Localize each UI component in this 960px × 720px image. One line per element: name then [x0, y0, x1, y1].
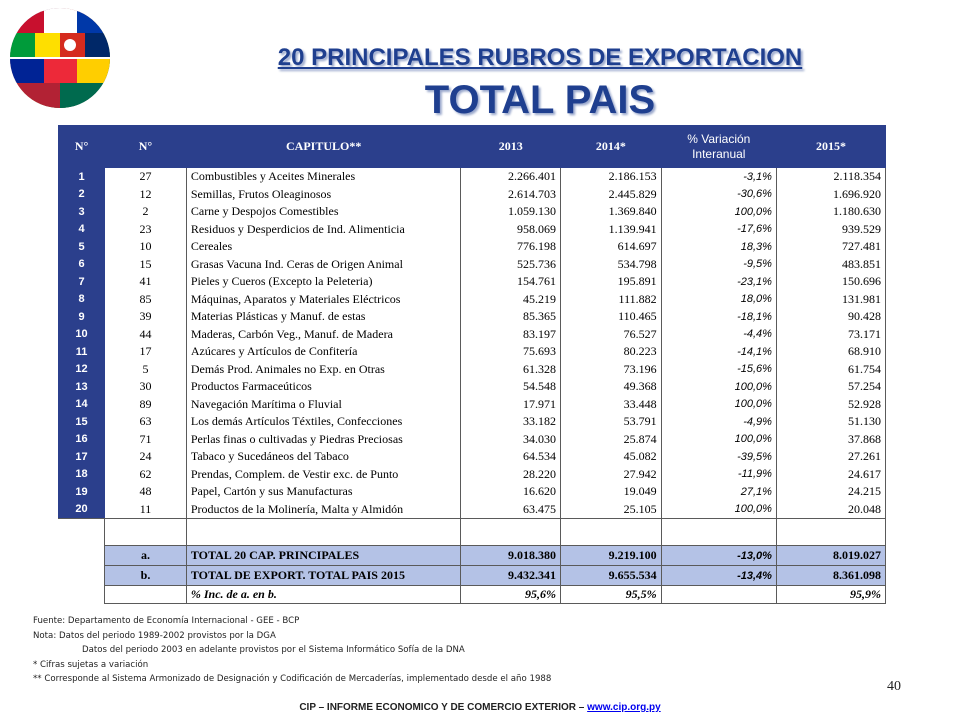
value-2015-cell: 150.696 — [776, 273, 885, 291]
footer — [0, 702, 960, 713]
value-2015-cell: 37.868 — [776, 431, 885, 449]
table-row — [59, 501, 886, 519]
capitulo-cell: Carne y Despojos Comestibles — [186, 203, 461, 221]
value-2014-cell: 27.942 — [561, 466, 662, 484]
variation-cell: 18,3% — [661, 238, 776, 256]
variation-cell: -17,6% — [661, 221, 776, 239]
capitulo-cell: Maderas, Carbón Veg., Manuf. de Madera — [186, 326, 461, 344]
page-title: 20 PRINCIPALES RUBROS DE EXPORTACION — [277, 44, 803, 71]
total-variation-cell: -13,0% — [661, 546, 776, 566]
value-2013-cell: 54.548 — [461, 378, 561, 396]
chapter-code-cell: 39 — [105, 308, 187, 326]
table-row — [59, 326, 886, 344]
incidence-2014-cell: 95,5% — [561, 586, 662, 604]
value-2014-cell: 110.465 — [561, 308, 662, 326]
value-2014-cell: 45.082 — [561, 448, 662, 466]
total-2015-cell: 8.361.098 — [776, 566, 885, 586]
table-row — [59, 291, 886, 309]
rank-cell: 18 — [59, 466, 105, 484]
col-header-2013: 2013 — [461, 126, 561, 168]
value-2014-cell: 49.368 — [561, 378, 662, 396]
incidence-label-cell: % Inc. de a. en b. — [186, 586, 461, 604]
rank-cell: 16 — [59, 431, 105, 449]
value-2015-cell: 73.171 — [776, 326, 885, 344]
empty-cell — [561, 519, 662, 546]
page-subtitle: TOTAL PAIS — [424, 78, 656, 122]
rank-cell: 17 — [59, 448, 105, 466]
rank-cell: 9 — [59, 308, 105, 326]
col-header-rank: N° — [59, 126, 105, 168]
harmonized-system-note: ** Corresponde al Sistema Armonizado de Designación y Codificación de Mercaderías, implementado desde el año 1988 — [33, 674, 552, 685]
value-2014-cell: 76.527 — [561, 326, 662, 344]
rank-cell: 5 — [59, 238, 105, 256]
value-2013-cell: 16.620 — [461, 483, 561, 501]
empty-cell — [59, 519, 105, 546]
empty-cell — [661, 519, 776, 546]
variation-cell: -15,6% — [661, 361, 776, 379]
chapter-code-cell: 62 — [105, 466, 187, 484]
rank-cell: 12 — [59, 361, 105, 379]
chapter-code-cell: 2 — [105, 203, 187, 221]
value-2015-cell: 20.048 — [776, 501, 885, 519]
capitulo-cell: Prendas, Complem. de Vestir exc. de Punto — [186, 466, 461, 484]
capitulo-cell: Cereales — [186, 238, 461, 256]
value-2015-cell: 939.529 — [776, 221, 885, 239]
value-2015-cell: 727.481 — [776, 238, 885, 256]
table-row — [59, 378, 886, 396]
rank-cell: 15 — [59, 413, 105, 431]
empty-cell — [59, 586, 105, 604]
variation-cell: -23,1% — [661, 273, 776, 291]
value-2014-cell: 53.791 — [561, 413, 662, 431]
value-2015-cell: 24.215 — [776, 483, 885, 501]
table-row — [59, 168, 886, 186]
capitulo-cell: Productos Farmaceúticos — [186, 378, 461, 396]
value-2014-cell: 534.798 — [561, 256, 662, 274]
value-2013-cell: 2.614.703 — [461, 186, 561, 204]
variation-cell: -3,1% — [661, 168, 776, 186]
value-2013-cell: 64.534 — [461, 448, 561, 466]
rank-cell: 2 — [59, 186, 105, 204]
value-2013-cell: 525.736 — [461, 256, 561, 274]
value-2013-cell: 1.059.130 — [461, 203, 561, 221]
capitulo-cell: Combustibles y Aceites Minerales — [186, 168, 461, 186]
total-2013-cell: 9.432.341 — [461, 566, 561, 586]
data-note-2003: Datos del periodo 2003 en adelante provistos por el Sistema Informático Sofía de la DNA — [82, 645, 465, 656]
rank-cell: 3 — [59, 203, 105, 221]
value-2015-cell: 24.617 — [776, 466, 885, 484]
value-2015-cell: 1.696.920 — [776, 186, 885, 204]
total-2015-cell: 8.019.027 — [776, 546, 885, 566]
rank-cell: 4 — [59, 221, 105, 239]
value-2014-cell: 614.697 — [561, 238, 662, 256]
value-2015-cell: 52.928 — [776, 396, 885, 414]
chapter-code-cell: 48 — [105, 483, 187, 501]
total-variation-cell: -13,4% — [661, 566, 776, 586]
source-note: Fuente: Departamento de Economía Internacional - GEE - BCP — [33, 616, 300, 626]
rank-cell: 8 — [59, 291, 105, 309]
value-2014-cell: 195.891 — [561, 273, 662, 291]
incidence-variation-cell — [661, 586, 776, 604]
chapter-code-cell: 23 — [105, 221, 187, 239]
table-row — [59, 203, 886, 221]
value-2014-cell: 25.105 — [561, 501, 662, 519]
page-number: 40 — [887, 679, 901, 694]
capitulo-cell: Máquinas, Aparatos y Materiales Eléctricos — [186, 291, 461, 309]
chapter-code-cell: 24 — [105, 448, 187, 466]
notes-block — [33, 614, 551, 687]
variation-cell: -18,1% — [661, 308, 776, 326]
col-header-chapter-number: N° — [105, 126, 187, 168]
variation-cell: 100,0% — [661, 501, 776, 519]
table-row — [59, 343, 886, 361]
chapter-code-cell: 17 — [105, 343, 187, 361]
empty-cell — [59, 566, 105, 586]
total-2014-cell: 9.655.534 — [561, 566, 662, 586]
col-header-variacion: % Variación Interanual — [661, 126, 776, 168]
capitulo-cell: Grasas Vacuna Ind. Ceras de Origen Animal — [186, 256, 461, 274]
value-2015-cell: 2.118.354 — [776, 168, 885, 186]
rank-cell: 14 — [59, 396, 105, 414]
chapter-code-cell: 11 — [105, 501, 187, 519]
value-2013-cell: 17.971 — [461, 396, 561, 414]
value-2013-cell: 33.182 — [461, 413, 561, 431]
flag-globe-logo — [10, 8, 110, 108]
value-2013-cell: 83.197 — [461, 326, 561, 344]
chapter-code-cell: 41 — [105, 273, 187, 291]
value-2014-cell: 1.369.840 — [561, 203, 662, 221]
rank-cell: 13 — [59, 378, 105, 396]
capitulo-cell: Productos de la Molinería, Malta y Almidón — [186, 501, 461, 519]
variation-cell: -11,9% — [661, 466, 776, 484]
rank-cell: 20 — [59, 501, 105, 519]
value-2015-cell: 61.754 — [776, 361, 885, 379]
value-2015-cell: 57.254 — [776, 378, 885, 396]
value-2014-cell: 111.882 — [561, 291, 662, 309]
variation-cell: 100,0% — [661, 378, 776, 396]
rank-cell: 11 — [59, 343, 105, 361]
footer-link[interactable]: www.cip.org.py — [587, 702, 661, 713]
table-row — [59, 256, 886, 274]
spacer-row — [59, 519, 886, 546]
value-2013-cell: 958.069 — [461, 221, 561, 239]
value-2015-cell: 68.910 — [776, 343, 885, 361]
capitulo-cell: Semillas, Frutos Oleaginosos — [186, 186, 461, 204]
incidence-2015-cell: 95,9% — [776, 586, 885, 604]
chapter-code-cell: 44 — [105, 326, 187, 344]
total-2014-cell: 9.219.100 — [561, 546, 662, 566]
table-row — [59, 273, 886, 291]
total-code-cell: b. — [105, 566, 187, 586]
empty-cell — [461, 519, 561, 546]
value-2013-cell: 34.030 — [461, 431, 561, 449]
table-row — [59, 448, 886, 466]
table-row — [59, 413, 886, 431]
table-header-row — [59, 126, 886, 168]
value-2013-cell: 61.328 — [461, 361, 561, 379]
table-row — [59, 466, 886, 484]
empty-cell — [776, 519, 885, 546]
table-row — [59, 221, 886, 239]
chapter-code-cell: 5 — [105, 361, 187, 379]
total-label-cell: TOTAL DE EXPORT. TOTAL PAIS 2015 — [186, 566, 461, 586]
chapter-code-cell: 30 — [105, 378, 187, 396]
capitulo-cell: Residuos y Desperdicios de Ind. Alimenticia — [186, 221, 461, 239]
capitulo-cell: Navegación Marítima o Fluvial — [186, 396, 461, 414]
value-2015-cell: 483.851 — [776, 256, 885, 274]
chapter-code-cell: 10 — [105, 238, 187, 256]
chapter-code-cell: 27 — [105, 168, 187, 186]
total-row — [59, 566, 886, 586]
rank-cell: 1 — [59, 168, 105, 186]
variation-cell: -39,5% — [661, 448, 776, 466]
value-2013-cell: 75.693 — [461, 343, 561, 361]
capitulo-cell: Los demás Artículos Téxtiles, Confecciones — [186, 413, 461, 431]
col-header-2014: 2014* — [561, 126, 662, 168]
value-2013-cell: 85.365 — [461, 308, 561, 326]
value-2014-cell: 33.448 — [561, 396, 662, 414]
empty-cell — [59, 546, 105, 566]
table-row — [59, 238, 886, 256]
value-2015-cell: 51.130 — [776, 413, 885, 431]
variation-cell: 100,0% — [661, 431, 776, 449]
globe-flags-icon — [10, 8, 110, 108]
variation-cell: 100,0% — [661, 203, 776, 221]
provisional-note: * Cifras sujetas a variación — [33, 659, 149, 670]
rank-cell: 19 — [59, 483, 105, 501]
total-row — [59, 546, 886, 566]
value-2013-cell: 2.266.401 — [461, 168, 561, 186]
value-2015-cell: 90.428 — [776, 308, 885, 326]
value-2014-cell: 25.874 — [561, 431, 662, 449]
incidence-row — [59, 586, 886, 604]
total-2013-cell: 9.018.380 — [461, 546, 561, 566]
capitulo-cell: Pieles y Cueros (Excepto la Peleteria) — [186, 273, 461, 291]
variation-cell: 27,1% — [661, 483, 776, 501]
table-row — [59, 431, 886, 449]
variation-cell: -14,1% — [661, 343, 776, 361]
capitulo-cell: Tabaco y Sucedáneos del Tabaco — [186, 448, 461, 466]
table-row — [59, 308, 886, 326]
value-2015-cell: 27.261 — [776, 448, 885, 466]
variation-cell: 100,0% — [661, 396, 776, 414]
variation-cell: -4,4% — [661, 326, 776, 344]
rank-cell: 7 — [59, 273, 105, 291]
value-2014-cell: 1.139.941 — [561, 221, 662, 239]
value-2014-cell: 80.223 — [561, 343, 662, 361]
value-2013-cell: 776.198 — [461, 238, 561, 256]
capitulo-cell: Papel, Cartón y sus Manufacturas — [186, 483, 461, 501]
footer-text: CIP – INFORME ECONOMICO Y DE COMERCIO EXTERIOR – — [299, 702, 588, 713]
variation-cell: -4,9% — [661, 413, 776, 431]
capitulo-cell: Azúcares y Artículos de Confitería — [186, 343, 461, 361]
value-2013-cell: 28.220 — [461, 466, 561, 484]
value-2013-cell: 45.219 — [461, 291, 561, 309]
value-2013-cell: 154.761 — [461, 273, 561, 291]
value-2015-cell: 131.981 — [776, 291, 885, 309]
chapter-code-cell: 12 — [105, 186, 187, 204]
variation-cell: 18,0% — [661, 291, 776, 309]
total-label-cell: TOTAL 20 CAP. PRINCIPALES — [186, 546, 461, 566]
chapter-code-cell: 71 — [105, 431, 187, 449]
capitulo-cell: Materias Plásticas y Manuf. de estas — [186, 308, 461, 326]
total-code-cell: a. — [105, 546, 187, 566]
variation-cell: -30,6% — [661, 186, 776, 204]
chapter-code-cell: 89 — [105, 396, 187, 414]
value-2013-cell: 63.475 — [461, 501, 561, 519]
col-header-2015: 2015* — [776, 126, 885, 168]
capitulo-cell: Perlas finas o cultivadas y Piedras Preciosas — [186, 431, 461, 449]
value-2014-cell: 73.196 — [561, 361, 662, 379]
empty-cell — [105, 519, 187, 546]
chapter-code-cell: 85 — [105, 291, 187, 309]
data-note: Nota: Datos del periodo 1989-2002 provistos por la DGA — [33, 630, 276, 641]
empty-cell — [186, 519, 461, 546]
col-header-capitulo: CAPITULO** — [186, 126, 461, 168]
table-row — [59, 186, 886, 204]
value-2014-cell: 2.445.829 — [561, 186, 662, 204]
value-2014-cell: 19.049 — [561, 483, 662, 501]
value-2014-cell: 2.186.153 — [561, 168, 662, 186]
capitulo-cell: Demás Prod. Animales no Exp. en Otras — [186, 361, 461, 379]
incidence-2013-cell: 95,6% — [461, 586, 561, 604]
chapter-code-cell: 15 — [105, 256, 187, 274]
rank-cell: 6 — [59, 256, 105, 274]
table-row — [59, 483, 886, 501]
exports-table — [58, 125, 886, 604]
variation-cell: -9,5% — [661, 256, 776, 274]
table-row — [59, 361, 886, 379]
value-2015-cell: 1.180.630 — [776, 203, 885, 221]
chapter-code-cell: 63 — [105, 413, 187, 431]
table-row — [59, 396, 886, 414]
rank-cell: 10 — [59, 326, 105, 344]
empty-cell — [105, 586, 187, 604]
